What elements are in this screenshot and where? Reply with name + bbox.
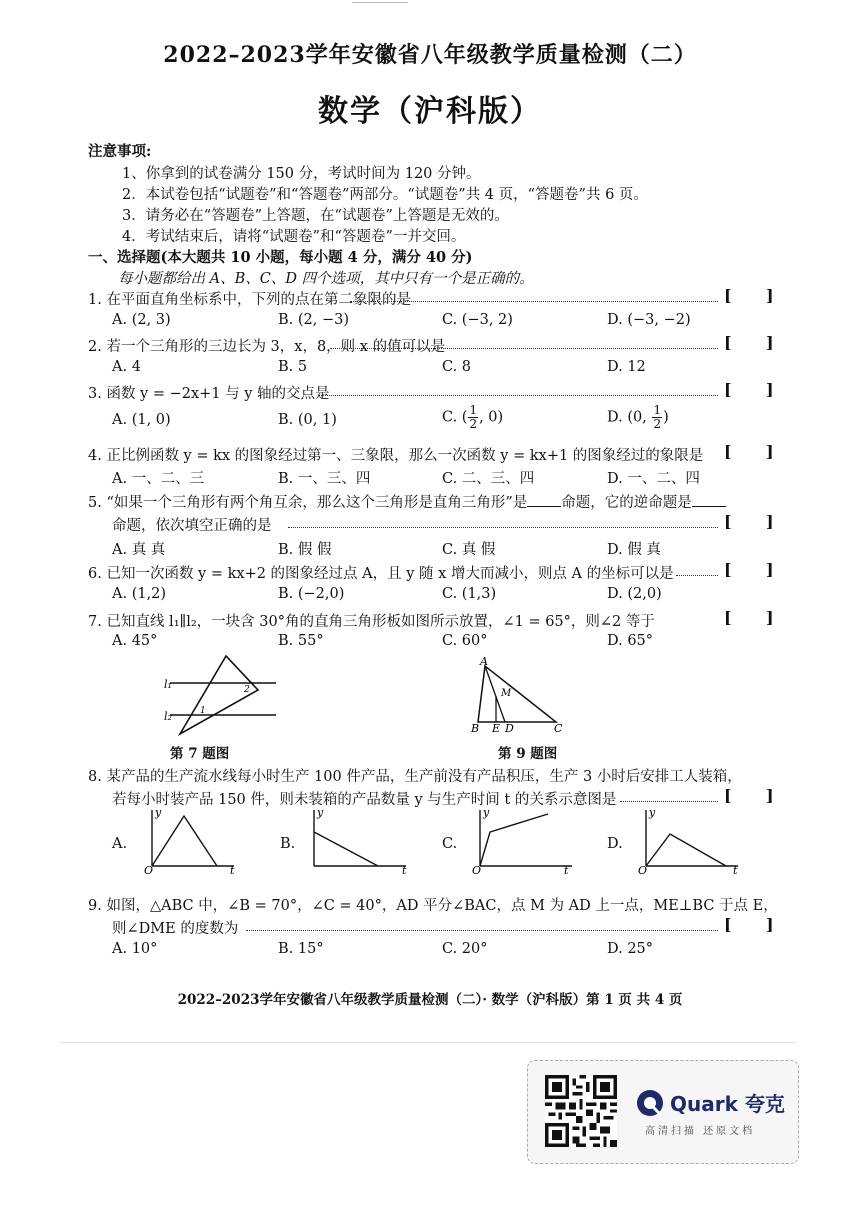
- svg-text:O: O: [144, 864, 154, 874]
- label-C: C: [554, 722, 563, 735]
- question-stem-continued: 命题，依次填空正确的是: [112, 518, 272, 534]
- svg-text:O: O: [472, 864, 482, 874]
- fill-blank: [692, 494, 726, 507]
- dot-leader: [676, 575, 718, 576]
- svg-text:t: t: [230, 864, 235, 874]
- option-d-graph: [636, 804, 746, 874]
- svg-text:y: y: [317, 806, 324, 819]
- answer-bracket-close: ]: [766, 915, 774, 934]
- svg-text:t: t: [402, 864, 407, 874]
- figure-9-diagram: [468, 652, 578, 742]
- option-b: B. (−2,0): [278, 586, 345, 602]
- option-a: A. 一、二、三: [112, 471, 205, 487]
- graph-line: [152, 816, 217, 866]
- answer-bracket-open: [: [724, 333, 732, 352]
- label-B: B: [471, 722, 480, 735]
- answer-bracket-close: ]: [766, 286, 774, 305]
- svg-text:O: O: [638, 864, 648, 874]
- option-c: C. 20°: [442, 941, 488, 957]
- option-a: A. (1,2): [112, 586, 167, 602]
- svg-text:t: t: [733, 864, 738, 874]
- section-instruction: 每小题都给出 A、B、C、D 四个选项，其中只有一个是正确的。: [118, 271, 534, 287]
- option-b-graph: [304, 804, 414, 874]
- label-l1: l₁: [164, 678, 172, 691]
- question-stem: 4. 正比例函数 y = kx 的图象经过第一、三象限，那么一次函数 y = kx+1 的图象经过的象限是: [88, 448, 704, 464]
- answer-bracket-open: [: [724, 608, 732, 627]
- answer-bracket-open: [: [724, 786, 732, 805]
- dot-leader: [350, 301, 718, 302]
- option-b: B. 5: [278, 359, 308, 375]
- option-c: C. 真 假: [442, 542, 496, 558]
- option-b: B. 55°: [278, 633, 324, 649]
- question-stem: 8. 某产品的生产流水线每小时生产 100 件产品，生产前没有产品积压，生产 3 小时后安排工人装箱，: [88, 769, 742, 785]
- question-stem: 1. 在平面直角坐标系中，下列的点在第二象限的是: [88, 292, 411, 308]
- label-l2: l₂: [164, 710, 172, 723]
- option-a: A. 10°: [112, 941, 158, 957]
- option-b: B. 假 假: [278, 542, 332, 558]
- option-d: D. (2,0): [607, 586, 662, 602]
- question-stem: 9. 如图，△ABC 中，∠B = 70°，∠C = 40°，AD 平分∠BAC，点 M 为 AD 上一点，ME⊥BC 于点 E，: [88, 898, 778, 914]
- fraction-half: $\frac{1}{2}$: [469, 403, 478, 431]
- label-angle-2: 2: [244, 685, 250, 695]
- question-stem: 3. 函数 y = −2x+1 与 y 轴的交点是: [88, 386, 330, 402]
- notes-heading: 注意事项:: [88, 143, 152, 160]
- option-d: D.: [607, 836, 623, 852]
- figure-7-caption: 第 7 题图: [170, 746, 230, 762]
- option-a: A. 45°: [112, 633, 158, 649]
- answer-bracket-close: ]: [766, 786, 774, 805]
- note-item: 1、你拿到的试卷满分 150 分，考试时间为 120 分钟。: [122, 166, 481, 182]
- exam-title: 2022–2023学年安徽省八年级教学质量检测（二）: [163, 42, 697, 68]
- option-c: C. 二、三、四: [442, 471, 535, 487]
- triangle-abc: [478, 666, 556, 722]
- answer-bracket-close: ]: [766, 512, 774, 531]
- scan-top-line: [352, 2, 408, 3]
- option-c: C. 60°: [442, 633, 488, 649]
- option-c: C. ( $\frac{1}{2}$ , 0): [442, 403, 504, 431]
- question-stem: 5. “如果一个三角形有两个角互余，那么这个三角形是直角三角形”是 命题，它的逆命题是: [88, 491, 726, 512]
- answer-bracket-open: [: [724, 512, 732, 531]
- option-d: D. (0, $\frac{1}{2}$ ): [607, 403, 669, 431]
- option-c: C.: [442, 836, 458, 852]
- answer-bracket-close: ]: [766, 380, 774, 399]
- option-d: D. 一、二、四: [607, 471, 700, 487]
- label-angle-1: 1: [200, 706, 206, 716]
- quark-tagline: 高清扫描 还原文档: [645, 1126, 756, 1137]
- note-item: 2．本试卷包括“试题卷”和“答题卷”两部分。“试题卷”共 4 页，“答题卷”共 6 页。: [122, 187, 648, 203]
- qr-code-icon[interactable]: [545, 1075, 617, 1147]
- graph-line: [646, 834, 726, 866]
- graph-line: [314, 832, 378, 866]
- fill-blank: [527, 494, 561, 507]
- answer-bracket-close: ]: [766, 333, 774, 352]
- option-d: D. 65°: [607, 633, 654, 649]
- page-divider: [60, 1042, 796, 1043]
- label-M: M: [501, 688, 512, 699]
- answer-bracket-open: [: [724, 380, 732, 399]
- question-stem-continued: 则∠DME 的度数为: [112, 921, 239, 937]
- section-heading: 一、选择题(本大题共 10 小题，每小题 4 分，满分 40 分): [88, 249, 473, 266]
- svg-text:y: y: [155, 806, 162, 819]
- svg-text:y: y: [649, 806, 656, 819]
- option-b: B. 15°: [278, 941, 324, 957]
- option-b: B. (2, −3): [278, 312, 350, 328]
- answer-bracket-open: [: [724, 286, 732, 305]
- option-d: D. 假 真: [607, 542, 661, 558]
- option-a: A. 4: [112, 359, 141, 375]
- fraction-half: $\frac{1}{2}$: [653, 403, 662, 431]
- label-E: E: [492, 722, 501, 735]
- svg-text:t: t: [564, 864, 569, 874]
- question-stem: 6. 已知一次函数 y = kx+2 的图象经过点 A，且 y 随 x 增大而减小，则点 A 的坐标可以是: [88, 566, 674, 582]
- triangle-ruler: [180, 656, 258, 734]
- option-d: D. 25°: [607, 941, 654, 957]
- question-stem-continued: 若每小时装产品 150 件，则未装箱的产品数量 y 与生产时间 t 的关系示意图是: [112, 792, 617, 808]
- option-d: D. (−3, −2): [607, 312, 691, 328]
- answer-bracket-open: [: [724, 560, 732, 579]
- option-a: A.: [112, 836, 128, 852]
- dot-leader: [330, 348, 718, 349]
- page-footer: 2022–2023学年安徽省八年级教学质量检测（二）· 数学（沪科版）第 1 页 共 4 页: [177, 992, 683, 1008]
- dot-leader: [246, 930, 718, 931]
- option-b: B. 一、三、四: [278, 471, 371, 487]
- option-c: C. (−3, 2): [442, 312, 513, 328]
- option-a: A. 真 真: [112, 542, 166, 558]
- label-D: D: [505, 722, 514, 735]
- quark-logo[interactable]: [636, 1088, 785, 1117]
- graph-line: [480, 814, 548, 866]
- option-b: B. (0, 1): [278, 412, 337, 428]
- dot-leader: [318, 395, 718, 396]
- answer-bracket-close: ]: [766, 560, 774, 579]
- svg-text:y: y: [483, 806, 490, 819]
- label-A: A: [480, 655, 488, 668]
- option-a: A. (1, 0): [112, 412, 171, 428]
- option-b: B.: [280, 836, 296, 852]
- figure-9-caption: 第 9 题图: [498, 746, 558, 762]
- question-stem: 2. 若一个三角形的三边长为 3，x，8，则 x 的值可以是: [88, 339, 446, 355]
- answer-bracket-open: [: [724, 915, 732, 934]
- figure-7-diagram: [158, 652, 288, 742]
- option-a: A. (2, 3): [112, 312, 171, 328]
- option-c: C. 8: [442, 359, 472, 375]
- question-stem: 7. 已知直线 l₁∥l₂，一块含 30°角的直角三角形板如图所示放置，∠1 = 65°，则∠2 等于: [88, 614, 655, 630]
- quark-brand-text: Quark 夸克: [670, 1092, 785, 1116]
- answer-bracket-close: ]: [766, 442, 774, 461]
- answer-bracket-close: ]: [766, 608, 774, 627]
- note-item: 3．请务必在“答题卷”上答题，在“试题卷”上答题是无效的。: [122, 208, 509, 224]
- note-item: 4．考试结束后，请将“试题卷”和“答题卷”一并交回。: [122, 229, 466, 245]
- option-c: C. (1,3): [442, 586, 497, 602]
- dot-leader: [288, 527, 718, 528]
- option-d: D. 12: [607, 359, 646, 375]
- option-a-graph: [142, 804, 242, 874]
- dot-leader: [620, 801, 718, 802]
- answer-bracket-open: [: [724, 442, 732, 461]
- quark-logo-icon: [636, 1089, 664, 1117]
- exam-subtitle: 数学（沪科版）: [318, 94, 542, 129]
- option-c-graph: [470, 804, 580, 874]
